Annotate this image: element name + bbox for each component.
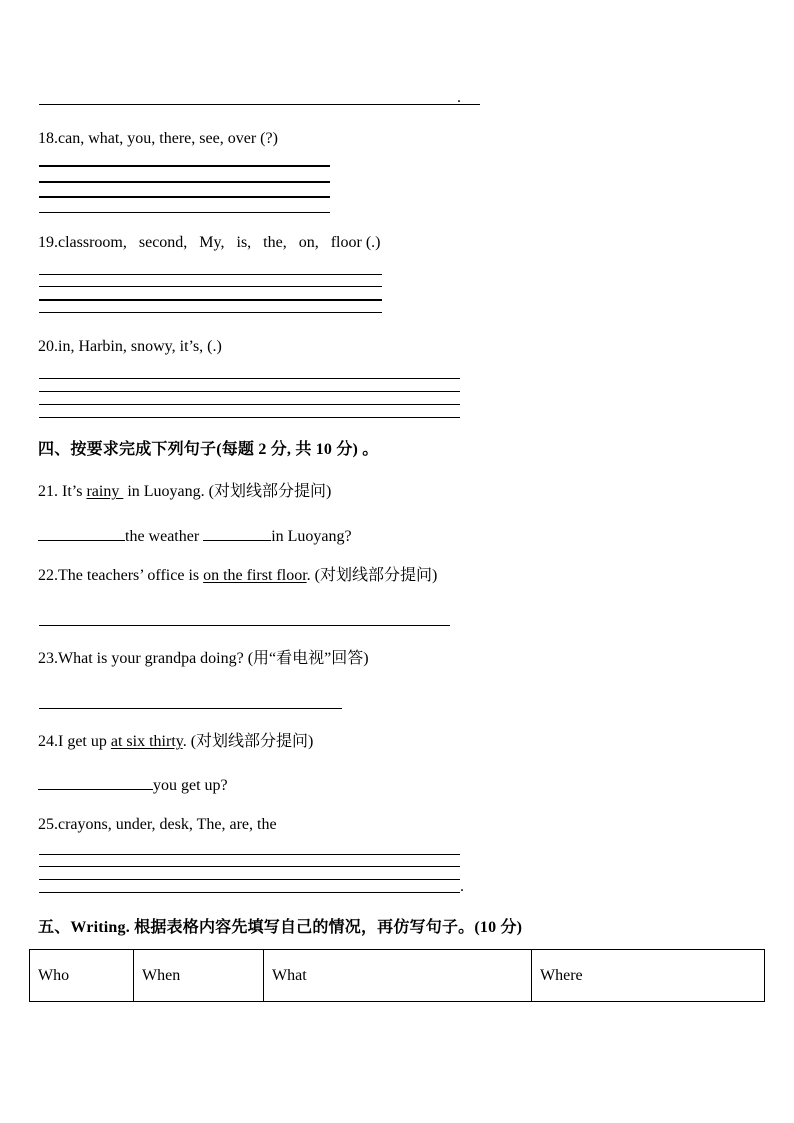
line-end-period: . xyxy=(457,89,461,106)
writing-line-q25-2[interactable] xyxy=(39,866,460,867)
writing-line-q19-1[interactable] xyxy=(39,274,382,275)
question-20 xyxy=(38,337,222,357)
question-number: 21. xyxy=(38,483,58,500)
answer-24 xyxy=(38,773,228,796)
writing-line-q20-4[interactable] xyxy=(39,417,460,418)
answer-text-end: in Luoyang? xyxy=(271,528,352,545)
question-text: in, Harbin, snowy, it’s, (.) xyxy=(58,338,222,355)
table-header-what: What xyxy=(264,950,532,1002)
underlined-phrase: on the first floor xyxy=(203,567,307,584)
writing-line-q19-4[interactable] xyxy=(39,312,382,313)
section-5-title xyxy=(38,918,522,938)
question-text-after: in Luoyang. (对划线部分提问) xyxy=(123,483,332,500)
question-22 xyxy=(38,566,437,586)
underlined-phrase: rainy xyxy=(86,483,124,500)
question-23 xyxy=(38,649,369,669)
fill-blank-1[interactable] xyxy=(38,524,125,541)
fill-blank[interactable] xyxy=(38,773,153,790)
writing-line-q18-2[interactable] xyxy=(39,181,330,183)
question-number: 22. xyxy=(38,567,58,584)
answer-line-q23[interactable] xyxy=(39,708,342,709)
fill-blank-2[interactable] xyxy=(203,524,271,541)
question-text-before: The teachers’ office is xyxy=(58,567,204,584)
table-header-who: Who xyxy=(30,950,134,1002)
answer-line-q17[interactable] xyxy=(39,104,480,105)
question-text: crayons, under, desk, The, are, the xyxy=(58,816,277,833)
writing-line-q20-2[interactable] xyxy=(39,391,460,392)
table-header-row xyxy=(30,950,765,1002)
section-4-title: 四、按要求完成下列句子(每题 2 分, 共 10 分) 。 xyxy=(38,441,379,458)
question-text: can, what, you, there, see, over (?) xyxy=(58,130,278,147)
question-21 xyxy=(38,482,331,502)
answer-text-mid: the weather xyxy=(125,528,204,545)
table-header-where: Where xyxy=(532,950,765,1002)
question-25 xyxy=(38,815,277,835)
question-number: 25. xyxy=(38,816,58,833)
question-number: 23. xyxy=(38,650,58,667)
writing-line-q18-3[interactable] xyxy=(39,196,330,198)
section-instruction: 根据表格内容先填写自己的情况，再仿写句子。(10 分) xyxy=(129,919,523,936)
underlined-phrase: at six thirty xyxy=(110,733,183,750)
question-number: 24. xyxy=(38,733,58,750)
question-text-before: I get up xyxy=(58,733,111,750)
writing-table xyxy=(29,949,765,1002)
writing-line-q18-1[interactable] xyxy=(39,165,330,167)
writing-label: Writing. xyxy=(70,919,130,936)
writing-line-q20-3[interactable] xyxy=(39,404,460,405)
answer-21 xyxy=(38,524,352,547)
writing-line-q25-4[interactable] xyxy=(39,892,460,893)
question-text: classroom, second, My, is, the, on, floor (.) xyxy=(58,234,381,251)
question-number: 19. xyxy=(38,234,58,251)
table-header-when: When xyxy=(134,950,264,1002)
question-text-after: . (对划线部分提问) xyxy=(306,567,438,584)
question-number: 18. xyxy=(38,130,58,147)
question-text-after: . (对划线部分提问) xyxy=(182,733,314,750)
answer-text-end: you get up? xyxy=(153,777,228,794)
question-24 xyxy=(38,732,313,752)
line-end-period: . xyxy=(460,878,464,895)
writing-line-q19-3[interactable] xyxy=(39,299,382,301)
section-prefix: 五、 xyxy=(38,919,71,936)
writing-line-q18-4[interactable] xyxy=(39,212,330,213)
question-text: What is your grandpa doing? (用“看电视”回答) xyxy=(58,650,369,667)
writing-line-q25-1[interactable] xyxy=(39,854,460,855)
question-number: 20. xyxy=(38,338,58,355)
writing-line-q20-1[interactable] xyxy=(39,378,460,379)
question-19 xyxy=(38,233,380,253)
writing-line-q19-2[interactable] xyxy=(39,286,382,287)
writing-line-q25-3[interactable] xyxy=(39,879,460,880)
question-18 xyxy=(38,129,278,149)
question-text-before: It’s xyxy=(58,483,87,500)
answer-line-q22[interactable] xyxy=(39,625,450,626)
